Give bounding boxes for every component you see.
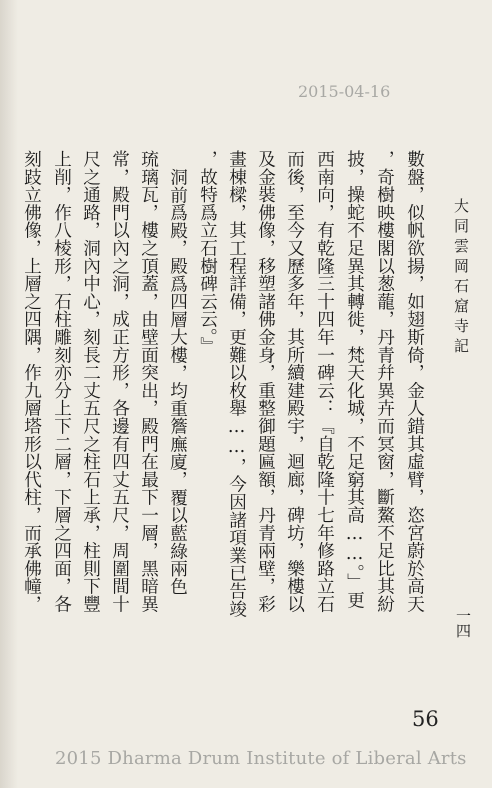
page-number-chinese: 一四	[454, 608, 472, 638]
text-column: 數盤，似帆欲揚，如翅斯倚，金人錯其虛臂，恣宮蔚於高天	[404, 150, 425, 613]
text-column: 琉璃瓦，樓之頂蓋，由壁面突出，殿門在最下一層，黑暗異	[138, 150, 159, 613]
text-column: 常，殿門以內之洞，成正方形，各邊有四丈五尺，周圍間十	[109, 150, 130, 613]
page-edge-shadow	[0, 0, 18, 788]
text-column: 而後，至今又歷多年，其所續建殿宇，迴廊，碑坊，樂樓以	[284, 150, 305, 613]
text-column: 尺之通路，洞內中心，刻長二丈五尺之柱石上承，柱則下豐	[80, 150, 101, 613]
watermark-date: 2015-04-16	[298, 82, 391, 101]
text-column: 及金裝佛像，移塑諸佛金身，重整御題匾額，丹青兩壁，彩	[255, 150, 276, 613]
text-column: 畫棟樑，其工程詳備，更難以枚舉……，今因諸項業已告竣	[226, 150, 247, 618]
watermark-credit: 2015 Dharma Drum Institute of Liberal Arts	[55, 748, 467, 769]
text-column: 刻跂立佛像，上層之四隅，作九層塔形以代柱，而承佛幢，	[21, 150, 42, 613]
text-column: 洞前爲殿，殿爲四層大樓，均重簷廡廈，覆以藍綠兩色	[167, 168, 188, 596]
text-column: 上削，作八棱形，石柱雕刻亦分上下二層，下層之四面，各	[51, 150, 72, 613]
text-column: ，故特爲立石樹碑云云。』	[197, 150, 218, 355]
text-column: 披，操蛇不足異其轉徙，梵天化城，不足窮其高……。」更	[344, 150, 365, 609]
text-column: 西南向，有乾隆三十四年一碑云：『自乾隆十七年修路立石	[314, 150, 335, 613]
text-column: ，奇樹映樓閣以葱蘢，丹青幷異卉而冥窗，斷鰲不足比其紛	[374, 150, 395, 613]
page-number: 56	[412, 707, 439, 731]
running-header: 大同雲岡石窟寺記	[452, 198, 470, 358]
